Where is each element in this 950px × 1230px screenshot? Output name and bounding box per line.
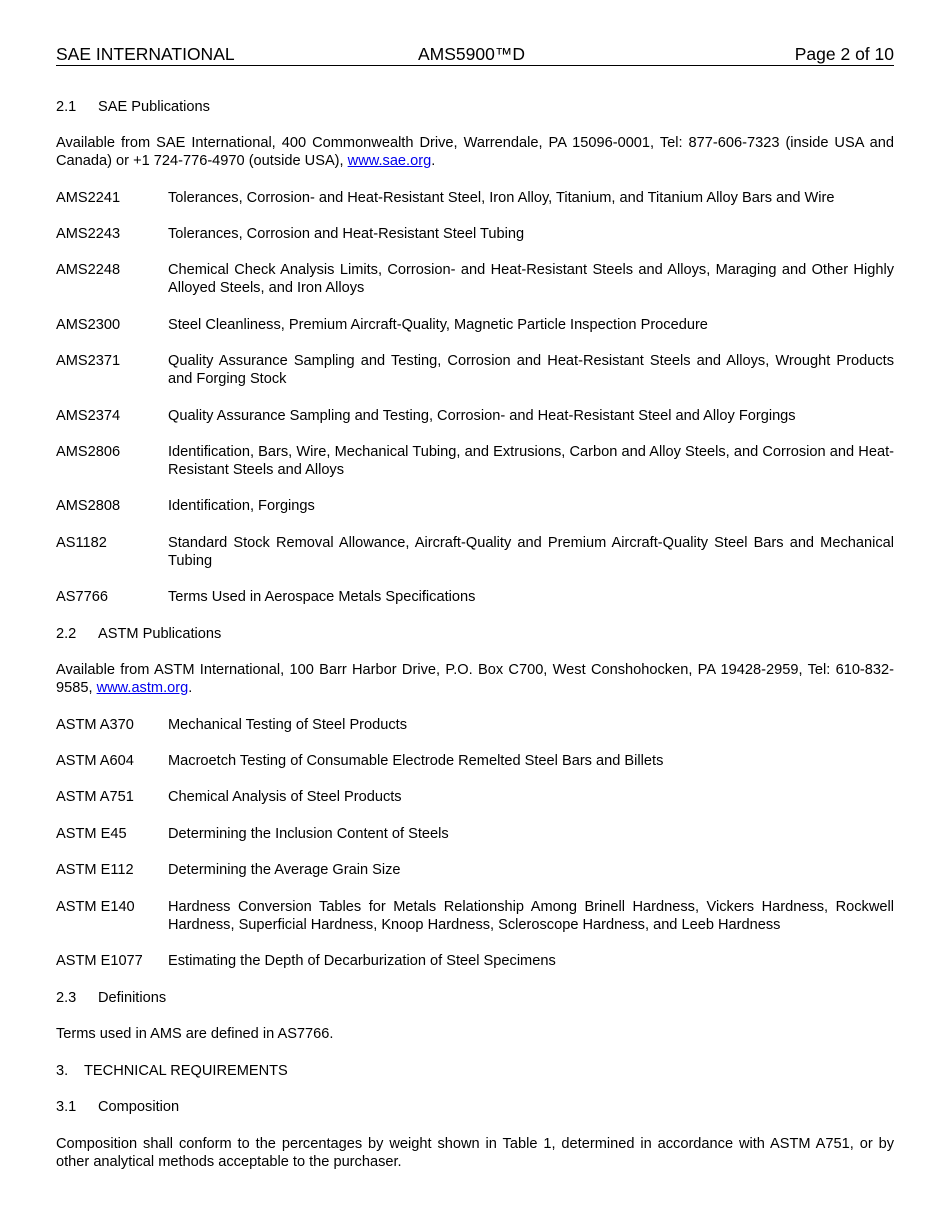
reference-code: ASTM E140 bbox=[56, 899, 135, 915]
section-title: Composition bbox=[98, 1099, 180, 1115]
reference-code: AMS2241 bbox=[56, 190, 121, 206]
reference-code: ASTM A370 bbox=[56, 717, 134, 733]
section-2-1-intro bbox=[56, 134, 894, 170]
section-2-1-heading bbox=[56, 98, 894, 116]
reference-title: Determining the Average Grain Size bbox=[168, 862, 401, 878]
reference-code: ASTM E112 bbox=[56, 862, 134, 878]
reference-title: Estimating the Depth of Decarburization of Steel Specimens bbox=[168, 953, 556, 969]
reference-item bbox=[56, 534, 894, 570]
section-title: Definitions bbox=[98, 990, 167, 1006]
reference-code: AMS2371 bbox=[56, 353, 121, 369]
reference-item bbox=[56, 316, 894, 334]
reference-item bbox=[56, 752, 894, 770]
reference-title: Steel Cleanliness, Premium Aircraft-Quality, Magnetic Particle Inspection Procedure bbox=[168, 317, 708, 333]
section-number: 3. bbox=[56, 1063, 69, 1079]
section-title: ASTM Publications bbox=[98, 626, 222, 642]
reference-title: Quality Assurance Sampling and Testing, Corrosion- and Heat-Resistant Steel and Alloy Forgings bbox=[168, 408, 796, 424]
section-3-heading bbox=[56, 1062, 894, 1080]
reference-code: AMS2243 bbox=[56, 226, 121, 242]
reference-title: Identification, Forgings bbox=[168, 498, 315, 514]
header-org: SAE INTERNATIONAL bbox=[56, 44, 235, 64]
reference-title: Chemical Check Analysis Limits, Corrosion- and Heat-Resistant Steels and Alloys, Maraging and Other Highly Alloyed Steels, and Iron Alloys bbox=[168, 262, 894, 296]
section-2-3-body: Terms used in AMS are defined in AS7766. bbox=[56, 1026, 334, 1042]
section-2-3-heading bbox=[56, 989, 894, 1007]
reference-item bbox=[56, 261, 894, 297]
reference-item bbox=[56, 788, 894, 806]
reference-item bbox=[56, 716, 894, 734]
intro-text: Available from SAE International, 400 Commonwealth Drive, Warrendale, PA 15096-0001, Tel: 877-606-7323 (inside USA and Canada) or +1 724-776-4970 (outside USA), bbox=[56, 135, 894, 169]
reference-item bbox=[56, 825, 894, 843]
intro-text: Available from ASTM International, 100 Barr Harbor Drive, P.O. Box C700, West Conshohocken, PA 19428-2959, Tel: 610-832-9585, bbox=[56, 662, 894, 696]
astm-website-link[interactable]: www.astm.org bbox=[96, 680, 189, 696]
reference-title: Tolerances, Corrosion- and Heat-Resistant Steel, Iron Alloy, Titanium, and Titanium Alloy Bars and Wire bbox=[168, 190, 835, 206]
section-number: 2.3 bbox=[56, 990, 77, 1006]
section-title: SAE Publications bbox=[98, 99, 210, 115]
reference-code: AMS2300 bbox=[56, 317, 121, 333]
reference-item bbox=[56, 407, 894, 425]
reference-code: ASTM E45 bbox=[56, 826, 127, 842]
reference-item bbox=[56, 898, 894, 934]
reference-code: AMS2374 bbox=[56, 408, 121, 424]
reference-code: AMS2248 bbox=[56, 262, 121, 278]
section-number: 2.1 bbox=[56, 99, 77, 115]
reference-item bbox=[56, 443, 894, 479]
reference-code: ASTM A751 bbox=[56, 789, 134, 805]
reference-title: Terms Used in Aerospace Metals Specifications bbox=[168, 589, 476, 605]
reference-title: Hardness Conversion Tables for Metals Relationship Among Brinell Hardness, Vickers Hardness, Rockwell Hardness, Superficial Hardness, Knoop Hardness, Scleroscope Hardness, and Leeb Hardness bbox=[168, 899, 894, 933]
reference-code: ASTM E1077 bbox=[56, 953, 143, 969]
reference-title: Determining the Inclusion Content of Steels bbox=[168, 826, 449, 842]
reference-title: Identification, Bars, Wire, Mechanical Tubing, and Extrusions, Carbon and Alloy Steels, and Corrosion and Heat-Resistant Steels and Alloys bbox=[168, 444, 894, 478]
reference-code: AS1182 bbox=[56, 535, 107, 551]
reference-title: Tolerances, Corrosion and Heat-Resistant Steel Tubing bbox=[168, 226, 525, 242]
reference-code: AS7766 bbox=[56, 589, 108, 605]
section-2-2-heading bbox=[56, 625, 894, 643]
sae-website-link[interactable]: www.sae.org bbox=[347, 153, 432, 169]
reference-title: Standard Stock Removal Allowance, Aircraft-Quality and Premium Aircraft-Quality Steel Bars and Mechanical Tubing bbox=[168, 535, 894, 569]
reference-item bbox=[56, 497, 894, 515]
intro-end: . bbox=[188, 680, 193, 696]
reference-item bbox=[56, 588, 894, 606]
reference-item bbox=[56, 225, 894, 243]
section-3-1-body: Composition shall conform to the percentages by weight shown in Table 1, determined in accordance with ASTM A751, or by other analytical methods acceptable to the purchaser. bbox=[56, 1136, 894, 1170]
reference-title: Quality Assurance Sampling and Testing, Corrosion and Heat-Resistant Steels and Alloys, Wrought Products and Forging Stock bbox=[168, 353, 894, 387]
reference-code: AMS2808 bbox=[56, 498, 121, 514]
section-2-2-intro bbox=[56, 661, 894, 697]
section-number: 2.2 bbox=[56, 626, 77, 642]
reference-item bbox=[56, 952, 894, 970]
reference-item bbox=[56, 189, 894, 207]
header-doc-id: AMS5900™D bbox=[418, 44, 525, 64]
reference-title: Mechanical Testing of Steel Products bbox=[168, 717, 408, 733]
reference-item bbox=[56, 352, 894, 388]
section-title: TECHNICAL REQUIREMENTS bbox=[84, 1063, 288, 1079]
page-header bbox=[56, 43, 894, 66]
reference-title: Macroetch Testing of Consumable Electrode Remelted Steel Bars and Billets bbox=[168, 753, 664, 769]
section-number: 3.1 bbox=[56, 1099, 77, 1115]
header-page-number: Page 2 of 10 bbox=[794, 44, 894, 64]
reference-code: AMS2806 bbox=[56, 444, 121, 460]
reference-item bbox=[56, 861, 894, 879]
intro-end: . bbox=[431, 153, 436, 169]
reference-code: ASTM A604 bbox=[56, 753, 134, 769]
section-3-1-heading bbox=[56, 1098, 894, 1116]
reference-title: Chemical Analysis of Steel Products bbox=[168, 789, 402, 805]
